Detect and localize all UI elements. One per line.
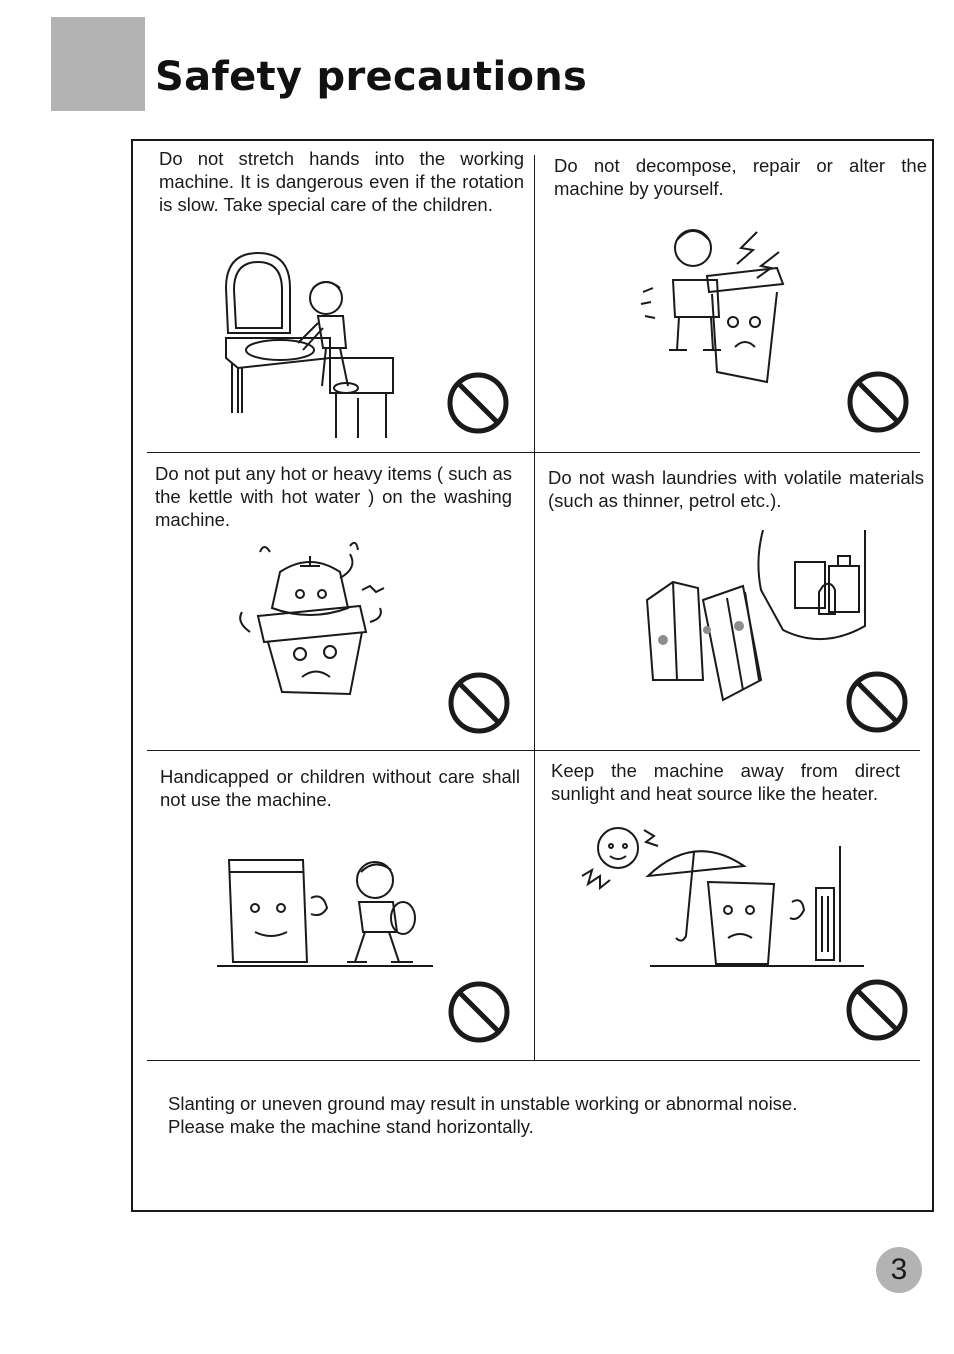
precaution-heavy-text: Do not put any hot or heavy items ( such as the kettle with hot water ) on the washing machine.: [155, 463, 512, 530]
row-divider-2: [147, 750, 920, 751]
page-title: Safety precautions: [155, 54, 588, 100]
prohibited-icon: [846, 370, 910, 434]
prohibited-icon: [845, 670, 909, 734]
row-divider-1: [147, 452, 920, 453]
child-near-washer-illustration: [215, 852, 435, 970]
man-taking-apart-washer-illustration: [637, 222, 787, 390]
washer-in-sun-near-heater-illustration: [578, 826, 868, 970]
bottom-note-line-2: Please make the machine stand horizontally.: [168, 1116, 534, 1137]
row-divider-3: [147, 1060, 920, 1061]
prohibited-icon: [447, 980, 511, 1044]
bottom-note-line-1: Slanting or uneven ground may result in unstable working or abnormal noise.: [168, 1093, 798, 1114]
prohibited-icon: [447, 671, 511, 735]
center-divider: [534, 155, 535, 1061]
precaution-sunlight-text: Keep the machine away from direct sunlight and heat source like the heater.: [551, 760, 900, 804]
precaution-repair-text: Do not decompose, repair or alter the machine by yourself.: [554, 155, 927, 199]
stained-clothes-and-solvent-bottles-illustration: [643, 530, 868, 710]
precaution-hands-text: Do not stretch hands into the working machine. It is dangerous even if the rotation is slow. Take special care of the children.: [159, 148, 524, 215]
bottom-note: [168, 1092, 913, 1138]
prohibited-icon: [845, 978, 909, 1042]
page-number: 3: [876, 1247, 922, 1293]
prohibited-icon: [446, 371, 510, 435]
header-gray-block: [51, 17, 145, 111]
kettle-on-washer-illustration: [230, 542, 390, 702]
precaution-volatile-text: Do not wash laundries with volatile materials (such as thinner, petrol etc.).: [548, 467, 924, 511]
precaution-care-text: Handicapped or children without care shall not use the machine.: [160, 766, 520, 810]
child-reaching-into-washer-illustration: [218, 248, 408, 440]
